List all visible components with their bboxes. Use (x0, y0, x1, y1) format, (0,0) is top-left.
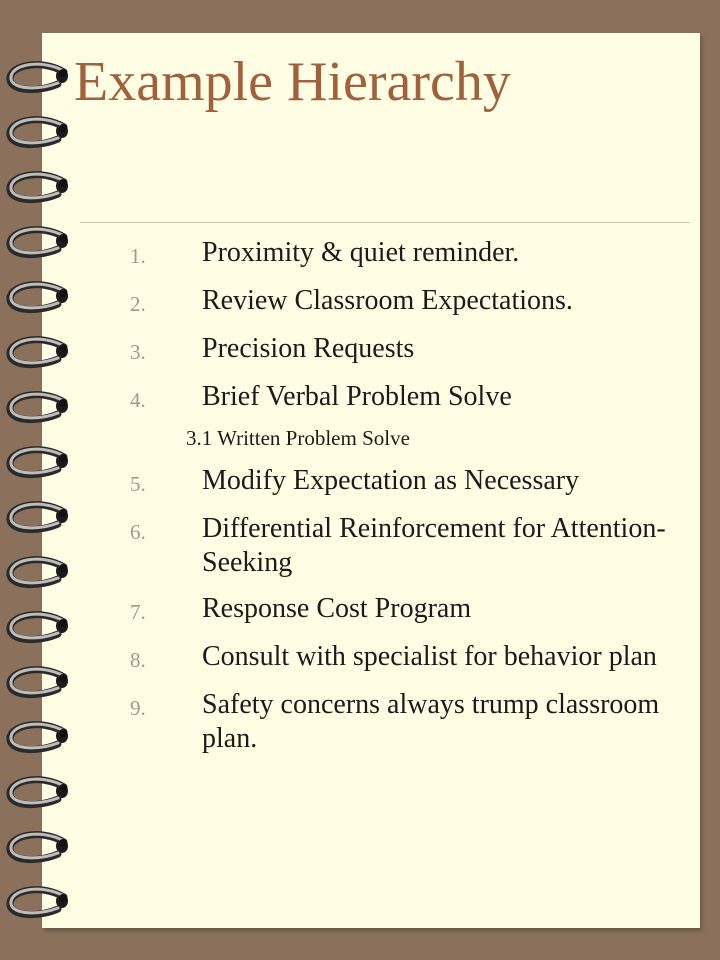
item-number: 1. (130, 244, 146, 268)
item-number: 4. (130, 388, 146, 412)
item-number: 9. (130, 696, 146, 720)
list-item-1 (130, 236, 670, 272)
item-text: Review Classroom Expectations. (202, 285, 573, 316)
list-item-2 (130, 284, 670, 320)
item-text: Response Cost Program (202, 593, 472, 624)
item-text: Safety concerns always trump classroom plan. (202, 689, 660, 754)
item-text: Precision Requests (202, 333, 415, 364)
list-item-5 (130, 464, 670, 500)
item-number: 8. (130, 648, 146, 672)
item-text: Modify Expectation as Necessary (202, 465, 580, 496)
item-number: 3. (130, 340, 146, 364)
title-divider (80, 222, 690, 223)
item-number: 5. (130, 472, 146, 496)
list-item-6 (130, 512, 670, 580)
item-number: 2. (130, 292, 146, 316)
hierarchy-list (130, 236, 670, 768)
list-item-4 (130, 380, 670, 416)
list-item-3 (130, 332, 670, 368)
item-text: Proximity & quiet reminder. (202, 237, 520, 268)
item-number: 6. (130, 520, 146, 544)
item-number: 7. (130, 600, 146, 624)
list-item-7 (130, 592, 670, 628)
item-text: Brief Verbal Problem Solve (202, 381, 512, 412)
item-text: Differential Reinforcement for Attention-Seeking (202, 513, 666, 578)
list-item-8 (130, 640, 670, 676)
list-item-9 (130, 688, 670, 756)
item-text: Consult with specialist for behavior plan (202, 641, 657, 672)
slide-title: Example Hierarchy (74, 51, 511, 113)
sub-item-written-problem-solve: 3.1 Written Problem Solve (186, 426, 410, 450)
